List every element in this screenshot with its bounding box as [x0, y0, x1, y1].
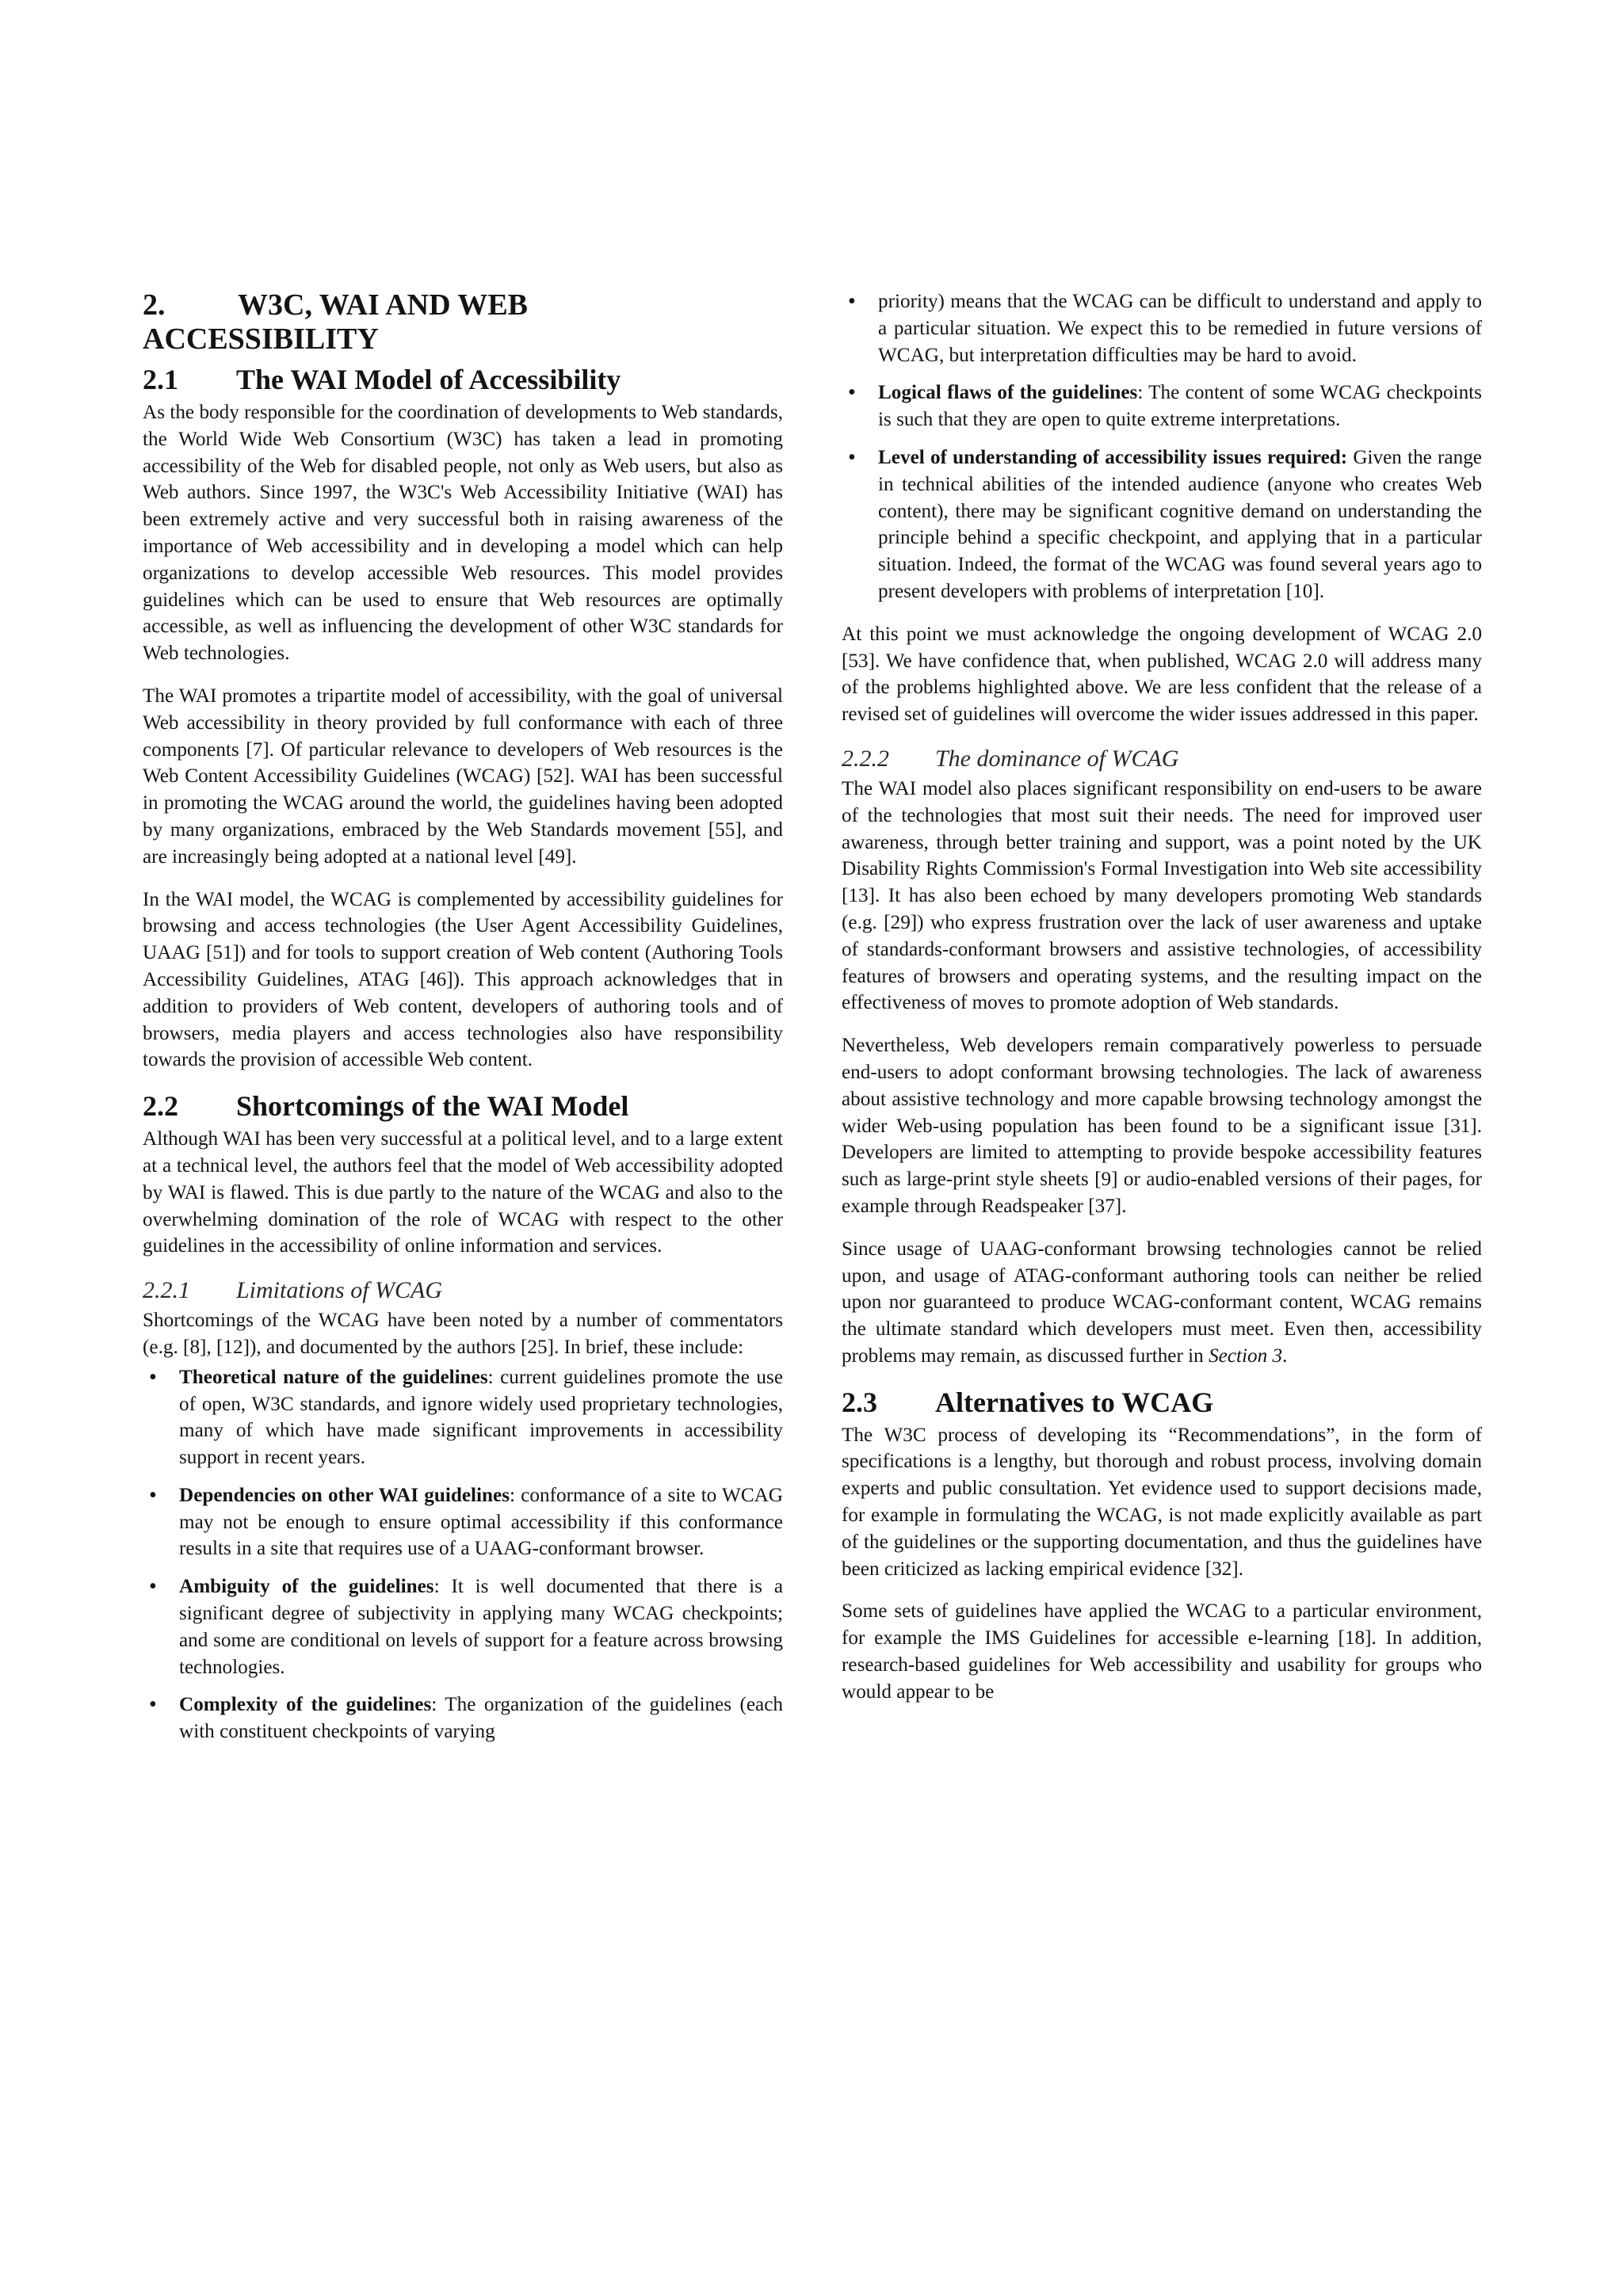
bullet-term: Theoretical nature of the guidelines	[179, 1366, 488, 1388]
section-2-2-2-heading	[842, 744, 1482, 774]
bullet-text: : It is well documented that there is a significant degree of subjectivity in applying many WCAG checkpoints; and some are conditional on levels of support for a feature across browsing technologies.	[179, 1576, 783, 1678]
section-2-title-line1: W3C, WAI AND WEB	[238, 288, 529, 322]
list-item	[143, 1573, 783, 1680]
section-2-2-1-number: 2.2.1	[143, 1277, 190, 1304]
section-2-2-number: 2.2	[143, 1090, 178, 1123]
section-2-2-title: Shortcomings of the WAI Model	[236, 1090, 629, 1123]
section-2-2-heading	[143, 1089, 783, 1123]
section-2-3-title: Alternatives to WCAG	[935, 1386, 1214, 1418]
section-3-reference: Section 3	[1209, 1344, 1283, 1367]
section-2-2-paragraph-1: Although WAI has been very successful at a political level, and to a large extent at a technical level, the authors feel that the model of Web accessibility adopted by WAI is flawed. This is due partly to the nature of the WCAG and also to the overwhelming domination of the role of WCAG with respect to the other guidelines in the accessibility of online information and services.	[143, 1128, 783, 1257]
section-2-2-2-number: 2.2.2	[842, 745, 889, 772]
section-2-1-paragraph-2: The WAI promotes a tripartite model of accessibility, with the goal of universal Web accessibility in theory provided by full conformance with each of three components [7]. Of particular relevance to developers of Web resources is the Web Content Accessibility Guidelines (WCAG) [52]. WAI has been successful in promoting the WCAG around the world, the guidelines having been adopted by many organizations, embraced by the Web Standards movement [55], and are increasingly being adopted at a national level [49].	[143, 685, 783, 868]
section-2-2-2-title: The dominance of WCAG	[935, 745, 1179, 772]
section-2-2-1-paragraph-2: At this point we must acknowledge the ongoing development of WCAG 2.0 [53]. We have confidence that, when published, WCAG 2.0 will address many of the problems highlighted above. We are less confident that the release of a revised set of guidelines will overcome the wider issues addressed in this paper.	[842, 623, 1482, 726]
right-column	[842, 288, 1482, 1722]
section-2-title-line2: ACCESSIBILITY	[143, 322, 379, 356]
bullet-term: Ambiguity of the guidelines	[179, 1576, 434, 1598]
section-2-1-paragraph-1: As the body responsible for the coordination of developments to Web standards, the World Wide Web Consortium (W3C) has taken a lead in promoting accessibility of the Web for disabled people, not only as Web users, but also as Web authors. Since 1997, the W3C's Web Accessibility Initiative (WAI) has been extremely active and very successful both in raising awareness of the importance of Web accessibility and in developing a model which can help organizations to develop accessible Web resources. This model provides guidelines which can be used to ensure that Web resources are optimally accessible, as well as influencing the development of other W3C standards for Web technologies.	[143, 402, 783, 665]
section-2-1-paragraph-3: In the WAI model, the WCAG is complemented by accessibility guidelines for browsing and access technologies (the User Agent Accessibility Guidelines, UAAG [51]) and for tools to support creation of Web content (Authoring Tools Accessibility Guidelines, ATAG [46]). This approach acknowledges that in addition to providers of Web content, developers of authoring tools and of browsers, media players and access technologies also have responsibility towards the provision of accessible Web content.	[143, 888, 783, 1071]
bullet-text: : The content of some WCAG checkpoints is such that they are open to quite extreme interpretations.	[878, 382, 1482, 431]
limitations-list	[143, 1364, 783, 1745]
paragraph-3-end: .	[1282, 1344, 1288, 1367]
list-item	[842, 379, 1482, 433]
bullet-term: Logical flaws of the guidelines	[878, 382, 1138, 404]
bullet-text: Given the range in technical abilities of the intended audience (anyone who creates Web content), there may be significant cognitive demand on understanding the principle behind a specific checkpoint, and applying that in a particular situation. Indeed, the format of the WCAG was found several years ago to present developers with problems of interpretation [10].	[878, 446, 1482, 602]
section-2-2-1-title: Limitations of WCAG	[236, 1277, 443, 1304]
section-2-2-1-paragraph-1: Shortcomings of the WCAG have been noted by a number of commentators (e.g. [8], [12]), and documented by the authors [25]. In brief, these include:	[143, 1310, 783, 1358]
section-2-number: 2.	[143, 288, 166, 322]
section-2-1-title: The WAI Model of Accessibility	[236, 364, 621, 395]
list-item	[143, 1364, 783, 1471]
bullet-term: Dependencies on other WAI guidelines	[179, 1484, 510, 1506]
list-item	[842, 444, 1482, 605]
list-item-continued	[842, 288, 1482, 368]
section-2-2-2-paragraph-3	[842, 1236, 1482, 1370]
section-2-3-heading	[842, 1386, 1482, 1419]
section-2-heading	[143, 288, 783, 357]
section-2-1-number: 2.1	[143, 364, 178, 395]
list-item	[143, 1482, 783, 1562]
section-2-3-paragraph-2: Some sets of guidelines have applied the WCAG to a particular environment, for example the IMS Guidelines for accessible e-learning [18]. In addition, research-based guidelines for Web accessibility and usability for groups who would appear to be	[842, 1600, 1482, 1703]
bullet-text: : conformance of a site to WCAG may not be enough to ensure optimal accessibility if this conformance results in a site that requires use of a UAAG-conformant browser.	[179, 1484, 783, 1560]
bullet-term: Level of understanding of accessibility issues required:	[878, 446, 1348, 468]
bullet-term: Complexity of the guidelines	[179, 1694, 432, 1716]
section-2-1-heading	[143, 363, 783, 396]
section-2-3-number: 2.3	[842, 1386, 877, 1418]
section-2-3-paragraph-1: The W3C process of developing its “Recommendations”, in the form of specifications is a lengthy, but thorough and robust process, involving domain experts and public consultation. Yet evidence used to support decisions made, for example in formulating the WCAG, is not made explicitly available as part of the guidelines or the supporting documentation, and thus the guidelines have been criticized as lacking empirical evidence [32].	[842, 1424, 1482, 1580]
left-column	[143, 288, 783, 1761]
list-item	[143, 1691, 783, 1745]
section-2-2-1-heading	[143, 1276, 783, 1306]
bullet-text: : current guidelines promote the use of open, W3C standards, and ignore widely used proprietary technologies, many of which have made significant improvements in accessibility support in recent years.	[179, 1366, 784, 1469]
bullet-text: : The organization of the guidelines (each with constituent checkpoints of varying	[179, 1694, 784, 1743]
section-2-2-2-paragraph-2: Nevertheless, Web developers remain comparatively powerless to persuade end-users to adopt conformant browsing technologies. The lack of awareness about assistive technology and more capable browsing technology amongst the wider Web-using population has been found to be a significant issue [31]. Developers are limited to attempting to provide bespoke accessibility features such as large-print style sheets [9] or audio-enabled versions of their pages, for example through Readspeaker [37].	[842, 1035, 1482, 1217]
limitations-list-continued	[842, 288, 1482, 605]
paragraph-3-start: Since usage of UAAG-conformant browsing technologies cannot be relied upon, and usage of ATAG-conformant authoring tools can neither be relied upon nor guaranteed to produce WCAG-conformant content, WCAG remains the ultimate standard which developers must meet. Even then, accessibility problems may remain, as discussed further in	[842, 1238, 1482, 1367]
section-2-2-2-paragraph-1: The WAI model also places significant responsibility on end-users to be aware of the technologies that most suit their needs. The need for improved user awareness, through better training and support, was a point noted by the UK Disability Rights Commission's Formal Investigation into Web site accessibility [13]. It has also been echoed by many developers promoting Web standards (e.g. [29]) who express frustration over the lack of user awareness and uptake of standards-conformant browsers and assistive technologies, of accessibility features of browsers and operating systems, and the resulting impact on the effectiveness of moves to promote adoption of Web standards.	[842, 777, 1482, 1014]
bullet-continued-text: priority) means that the WCAG can be difficult to understand and apply to a particular situation. We expect this to be remedied in future versions of WCAG, but interpretation difficulties may be hard to avoid.	[878, 291, 1482, 366]
